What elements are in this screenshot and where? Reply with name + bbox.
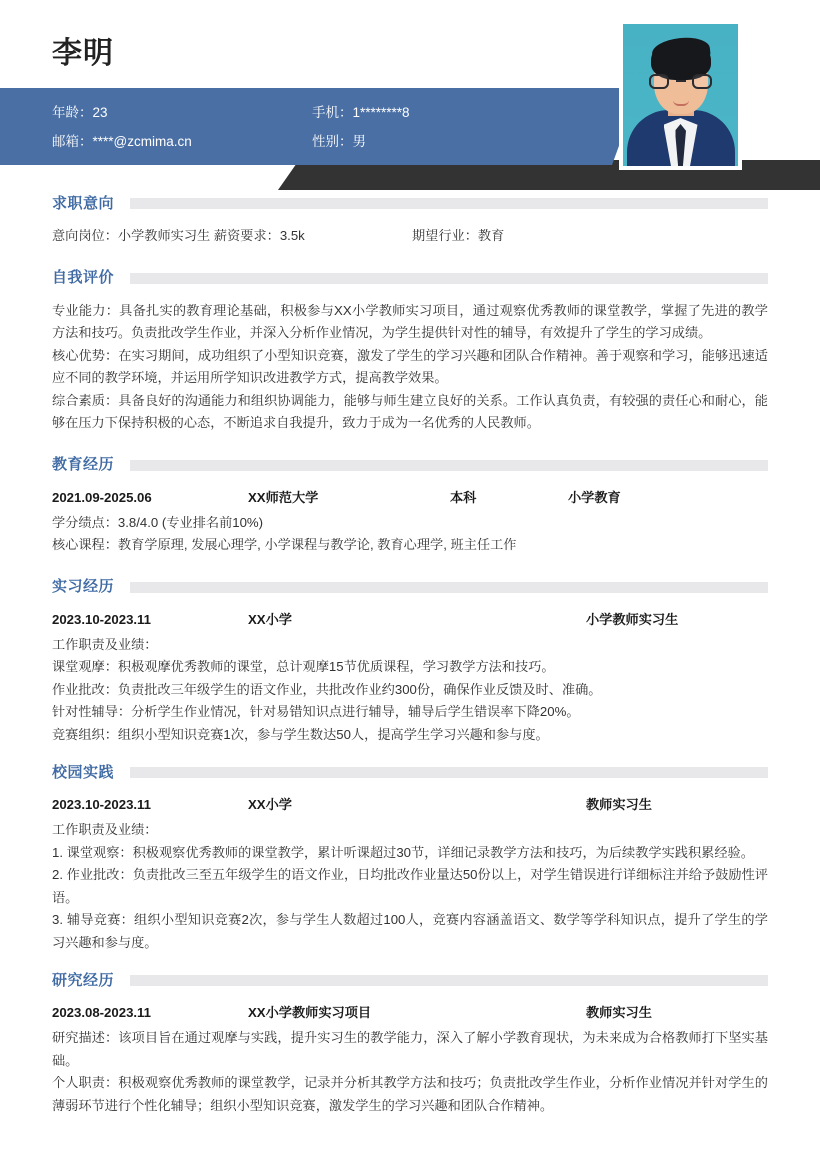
contact-age-label: 年龄： [52,105,93,120]
section-title-job-intention: 求职意向 [52,194,115,212]
internship-detail: 作业批改：负责批改三年级学生的语文作业，共批改作业约300份，确保作业反馈及时、准确。 [52,681,602,697]
internship-org: XX小学 [248,611,292,627]
section-title-research: 研究经历 [52,971,115,989]
section-rule [130,198,768,209]
campus-org: XX小学 [248,797,292,812]
contact-row [52,127,572,156]
research-org: XX小学教师实习项目 [248,1005,372,1020]
campus-detail: 3. 辅导竞赛：组织小型知识竞赛2次，参与学生人数超过100人，竞赛内容涵盖语文、数学等学科知识点，提升了学生的学习兴趣和参与度。 [52,912,768,950]
campus-detail: 1. 课堂观察：积极观察优秀教师的课堂教学，累计听课超过30节，详细记录教学方法和技巧，为后续教学实践积累经验。 [52,844,754,860]
internship-entry-row [52,609,768,631]
contact-email-value: ****@zcmima.cn [92,134,192,149]
education-major: 小学教育 [568,489,621,505]
section-rule [130,273,768,284]
contact-phone-label: 手机： [312,105,353,120]
avatar-glasses-left [649,74,669,89]
avatar [619,20,742,170]
contact-email-label: 邮箱： [52,134,93,149]
contact-gender [312,127,572,156]
internship-date: 2023.10-2023.11 [52,611,152,627]
page-title: 李明 [52,37,114,70]
self-eval-paragraph: 专业能力：具备扎实的教育理论基础，积极参与XX小学教师实习项目，通过观察优秀教师的课堂教学，掌握了先进的教学方法和技巧。负责批改学生作业，并深入分析作业情况，为学生提供针对性的辅导，有效提升了学生的学习成绩。 [52,302,768,340]
education-detail: 核心课程：教育学原理, 发展心理学, 小学课程与教学论, 教育心理学, 班主任工作 [52,537,517,552]
research-role: 教师实习生 [586,1005,652,1020]
internship-role: 小学教师实习生 [586,611,679,627]
contact-row [52,98,572,127]
research-entry-row [52,1002,768,1024]
section-title-education: 教育经历 [52,456,115,473]
section-rule [130,460,768,471]
section-campus-practice [52,759,768,954]
education-date: 2021.09-2025.06 [52,489,152,505]
research-detail: 个人职责：积极观察优秀教师的课堂教学，记录并分析其教学方法和技巧；负责批改学生作业，分析作业情况并针对学生的薄弱环节进行个性化辅导；组织小型知识竞赛，激发学生的学习兴趣和团队合作精神。 [52,1075,768,1113]
section-header [52,759,768,783]
self-eval-paragraph: 综合素质：具备良好的沟通能力和组织协调能力，能够与师生建立良好的关系。工作认真负责，有较强的责任心和耐心，能够在压力下保持积极的心态，不断追求自我提升，致力于成为一名优秀的人民教师。 [52,392,768,430]
research-date: 2023.08-2023.11 [52,1005,152,1020]
contact-gender-value: 男 [352,134,366,149]
internship-detail: 工作职责及业绩： [52,636,158,652]
internship-detail: 课堂观摩：积极观摩优秀教师的课堂，总计观摩15节优质课程，学习教学方法和技巧。 [52,659,555,674]
contact-gender-label: 性别： [312,134,353,149]
internship-detail: 竞赛组织：组织小型知识竞赛1次，参与学生数达50人，提高学生学习兴趣和参与度。 [52,726,549,742]
job-intention-right: 期望行业：教育 [412,228,505,243]
section-rule [130,975,768,986]
section-header [52,190,768,214]
section-title-internship: 实习经历 [52,578,115,595]
contact-age-value: 23 [92,105,108,120]
education-degree: 本科 [450,489,477,505]
job-intention-row [52,225,768,248]
avatar-glasses-right [692,74,712,89]
campus-detail: 2. 作业批改：负责批改三至五年级学生的语文作业，日均批改作业量达50份以上，对学生错误进行详细标注并给予鼓励性评语。 [52,867,768,905]
section-rule [130,582,768,593]
campus-role: 教师实习生 [586,797,652,812]
section-job-intention [52,190,768,248]
section-research [52,967,768,1117]
self-eval-paragraph: 核心优势：在实习期间，成功组织了小型知识竞赛，激发了学生的学习兴趣和团队合作精神。善于观察和学习，能够迅速适应不同的教学环境，并运用所学知识改进教学方式，提高教学效果。 [52,347,768,385]
avatar-photo [623,24,738,166]
contact-phone-value: 1********8 [352,105,410,120]
section-header [52,574,768,598]
education-entry-row [52,487,768,509]
section-header [52,265,768,289]
section-education [52,452,768,557]
internship-detail: 针对性辅导：分析学生作业情况，针对易错知识点进行辅导，辅导后学生错误率下降20%。 [52,704,580,719]
avatar-glasses-bridge [676,80,686,82]
campus-entry-row [52,794,768,816]
section-internship [52,574,768,747]
education-school: XX师范大学 [248,489,319,505]
section-title-self-evaluation: 自我评价 [52,269,115,286]
section-self-evaluation [52,265,768,435]
education-detail: 学分绩点：3.8/4.0 (专业排名前10%) [52,514,264,530]
contact-email [52,127,312,156]
job-intention-left: 意向岗位：小学教师实习生 薪资要求：3.5k [52,228,305,243]
section-header [52,452,768,476]
contact-phone [312,98,572,127]
contact-age [52,98,312,127]
resume-body [0,190,820,1117]
section-rule [130,767,768,778]
campus-detail: 工作职责及业绩： [52,822,158,837]
section-title-campus-practice: 校园实践 [52,763,115,781]
resume-header [0,0,820,190]
research-detail: 研究描述：该项目旨在通过观摩与实践，提升实习生的教学能力，深入了解小学教育现状，为未来成为合格教师打下坚实基础。 [52,1030,768,1068]
section-header [52,967,768,991]
contact-info [52,98,572,156]
campus-date: 2023.10-2023.11 [52,797,152,812]
